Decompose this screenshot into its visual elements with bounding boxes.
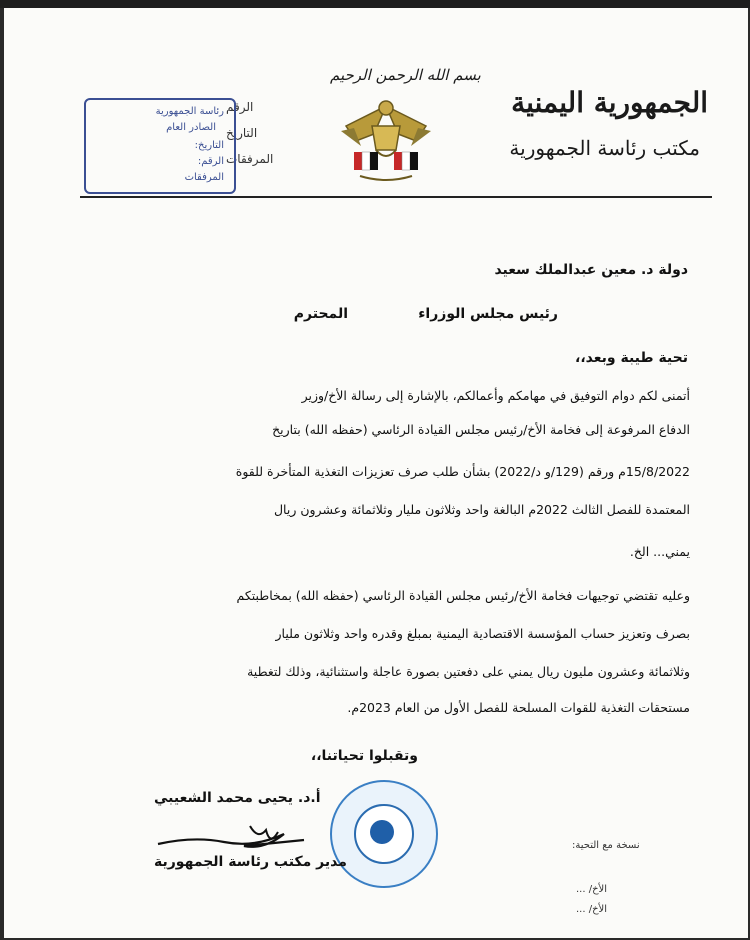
addressee-title: رئيس مجلس الوزراء bbox=[418, 306, 558, 322]
copies-item: الأخ/ ... bbox=[576, 884, 608, 895]
signatory-title: مدير مكتب رئاسة الجمهورية bbox=[154, 854, 347, 870]
body-line: أتمنى لكم دوام التوفيق في مهامكم وأعمالكم، بالإشارة إلى رسالة الأخ/وزير bbox=[301, 388, 690, 403]
top-border bbox=[0, 0, 750, 8]
body-line: 15/8/2022م ورقم (129/و د/2022) بشأن طلب صرف تعزيزات التغذية المتأخرة للقوة bbox=[235, 464, 690, 479]
republic-heading: الجمهورية اليمنية bbox=[511, 86, 708, 119]
seal-emblem-icon bbox=[370, 820, 394, 844]
closing: وتقبلوا تحياتنا،، bbox=[310, 748, 418, 764]
addressee-honorific: المحترم bbox=[293, 306, 348, 322]
ref-date-label: التاريخ bbox=[226, 126, 258, 140]
signature-icon bbox=[154, 816, 314, 856]
ref-attachments-label: المرفقات bbox=[226, 152, 274, 166]
stamp-line: رئاسة الجمهورية bbox=[155, 106, 224, 117]
stamp-line: الصادر العام bbox=[166, 122, 216, 133]
stamp-line: الرقم: bbox=[197, 156, 224, 167]
stamp-line: المرفقات bbox=[184, 172, 224, 183]
incoming-stamp bbox=[84, 98, 236, 194]
office-seal bbox=[330, 780, 438, 888]
greeting: تحية طيبة وبعد،، bbox=[575, 350, 688, 366]
basmala: بسم الله الرحمن الرحيم bbox=[330, 66, 481, 84]
copies-item: الأخ/ ... bbox=[576, 904, 608, 915]
body-line: وعليه تقتضي توجيهات فخامة الأخ/رئيس مجلس القيادة الرئاسي (حفظه الله) بمخاطبتكم bbox=[236, 588, 690, 603]
letter-page bbox=[4, 8, 748, 938]
body-line: وثلاثمائة وعشرون مليون ريال يمني على دفعتين بصورة عاجلة واستثنائية، وذلك لتغطية bbox=[247, 664, 690, 679]
body-line: يمني... الخ. bbox=[629, 544, 690, 559]
national-emblem-icon bbox=[326, 86, 446, 186]
signatory-name: أ.د. يحيى محمد الشعيبي bbox=[154, 790, 321, 806]
stamp-line: التاريخ: bbox=[194, 140, 224, 151]
office-heading: مكتب رئاسة الجمهورية bbox=[509, 136, 700, 160]
seal-center bbox=[354, 804, 414, 864]
addressee-name: دولة د. معين عبدالملك سعيد bbox=[494, 262, 688, 278]
body-line: الدفاع المرفوعة إلى فخامة الأخ/رئيس مجلس القيادة الرئاسي (حفظه الله) بتاريخ bbox=[272, 422, 690, 437]
header-divider bbox=[80, 196, 712, 198]
body-line: مستحقات التغذية للقوات المسلحة للفصل الأول من العام 2023م. bbox=[347, 700, 690, 715]
copies-heading: نسخة مع التحية: bbox=[572, 840, 640, 851]
body-line: المعتمدة للفصل الثالث 2022م البالغة واحد وثلاثون مليار وثلاثمائة وعشرون ريال bbox=[273, 502, 690, 517]
ref-number-label: الرقم bbox=[226, 100, 254, 114]
body-line: بصرف وتعزيز حساب المؤسسة الاقتصادية اليمنية بمبلغ وقدره واحد وثلاثون مليار bbox=[275, 626, 690, 641]
